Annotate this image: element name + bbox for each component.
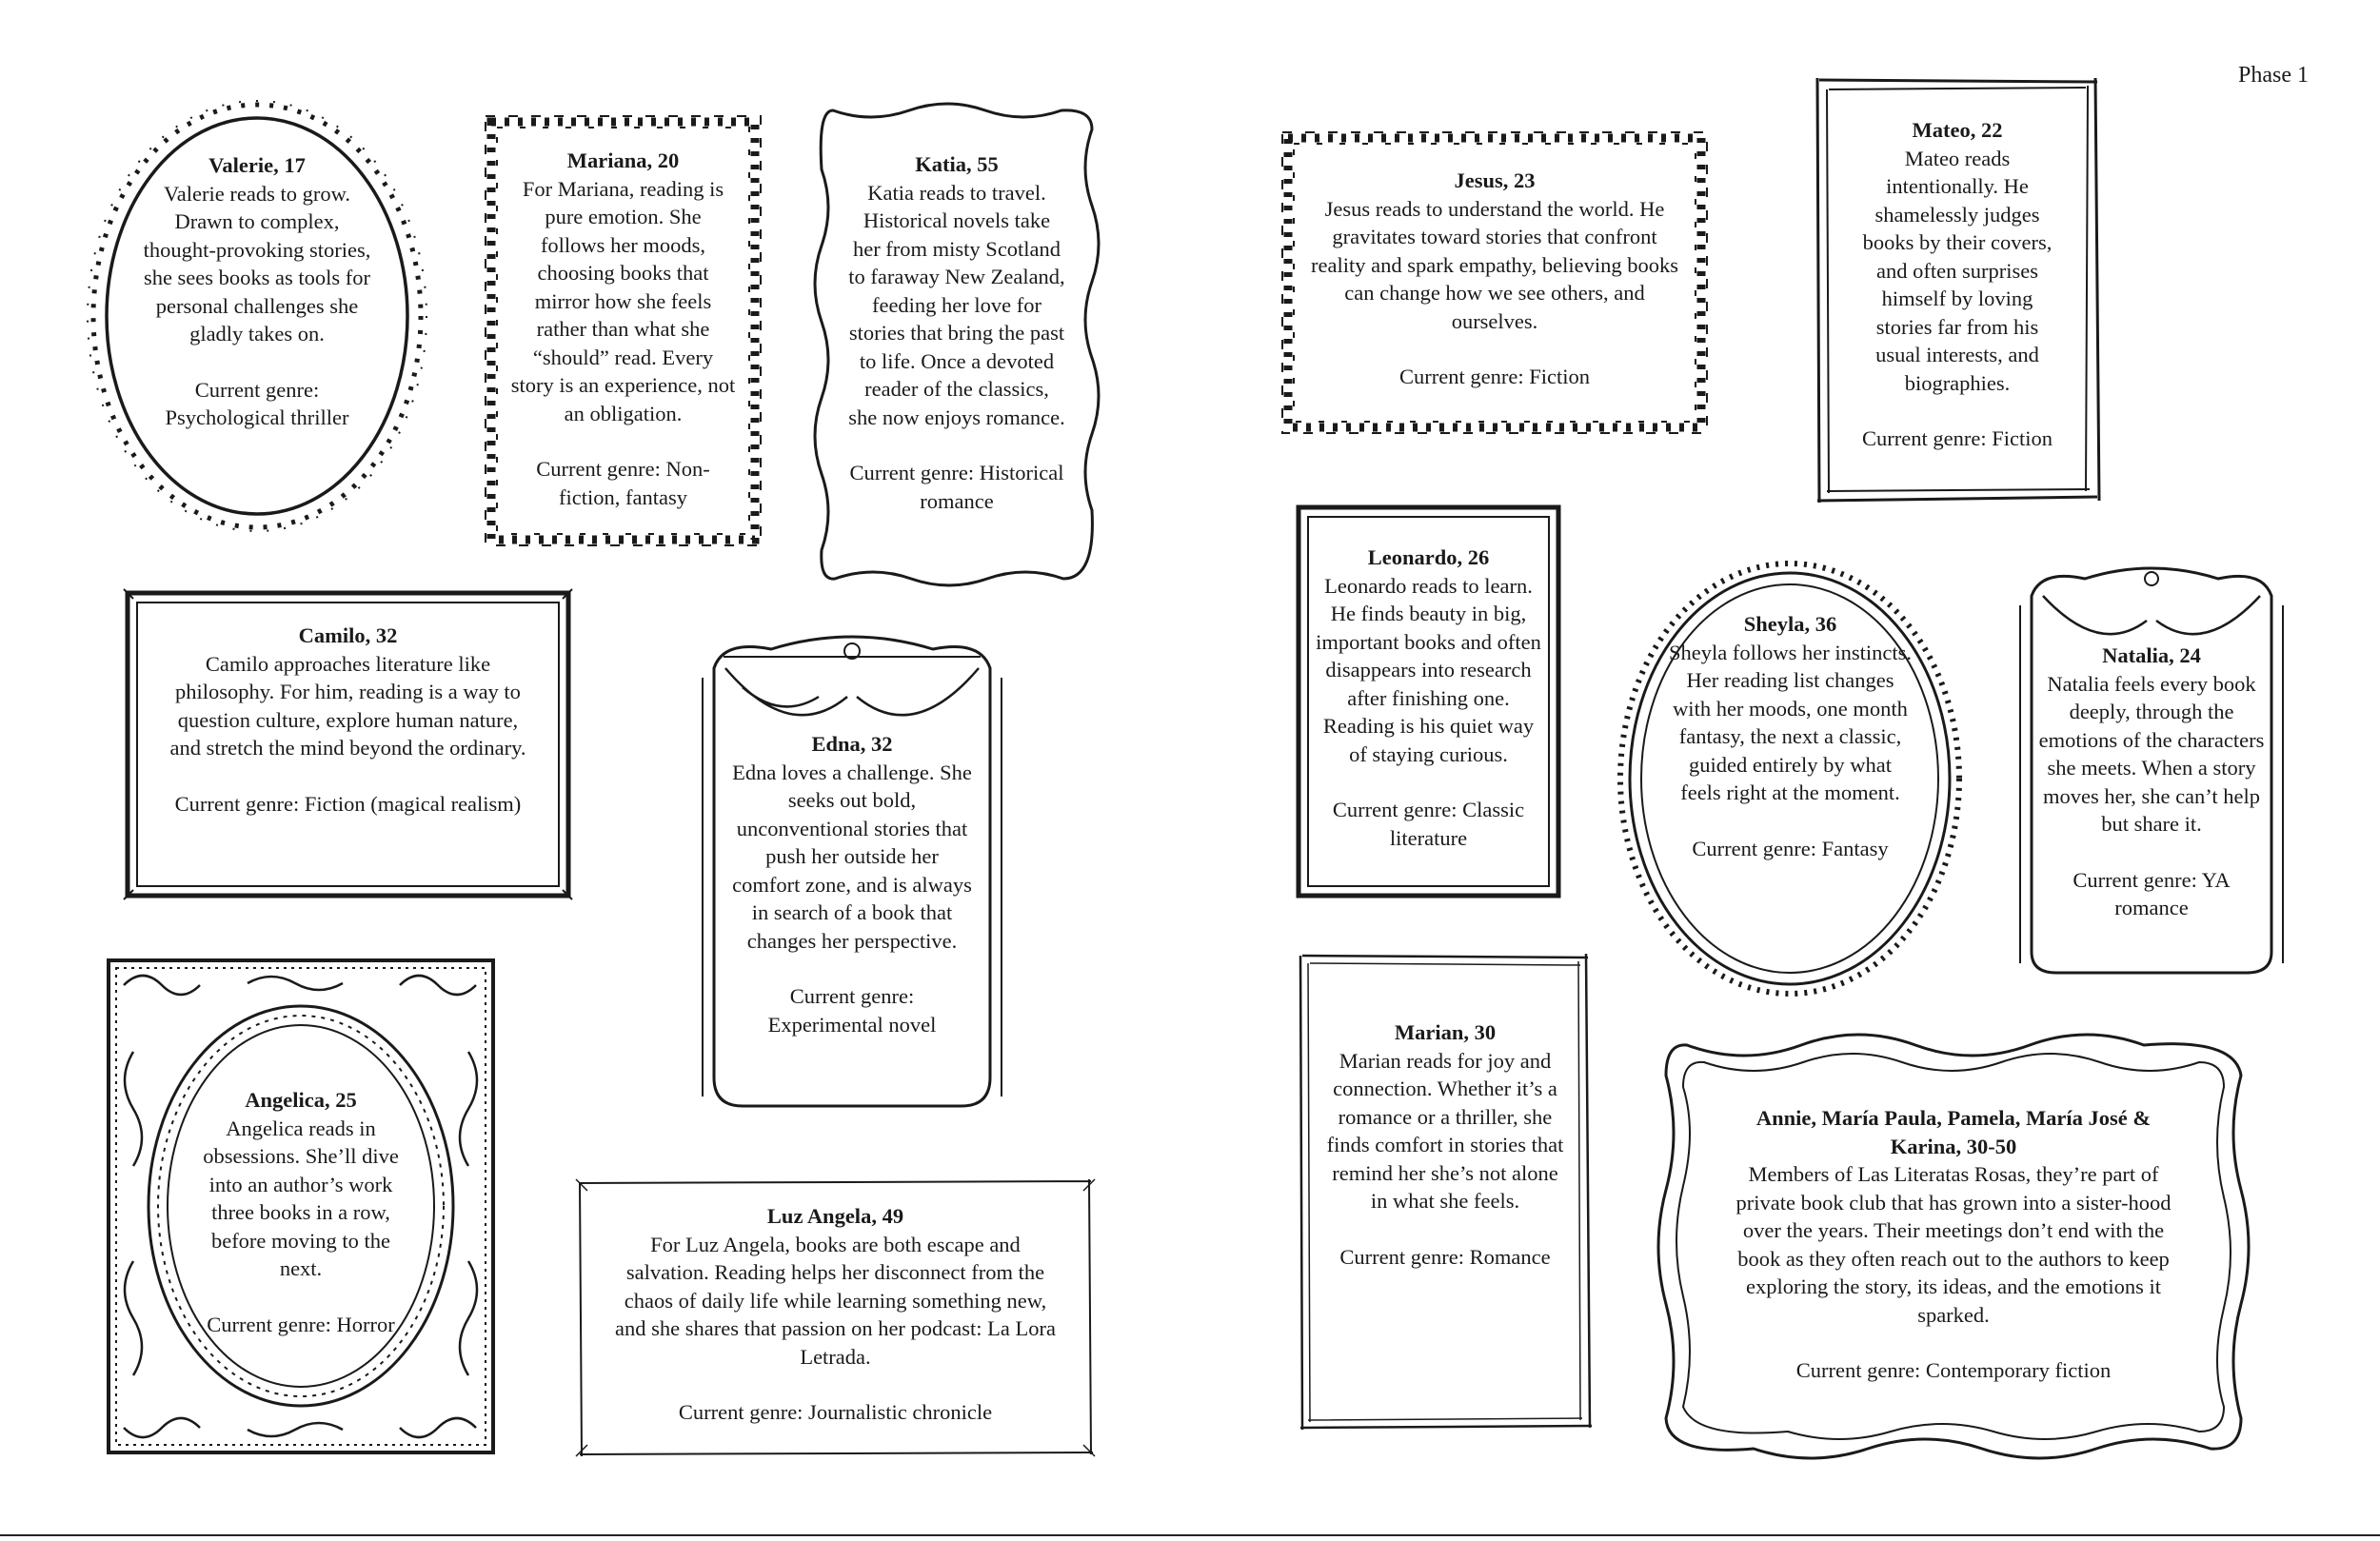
reader-description: For Mariana, reading is pure emotion. She follows her moods, choosing books that mirror how she feels rather than what she “should” read. Every story is an experience, not an obligation. [510, 176, 736, 425]
reader-name: Natalia, 24 [2102, 643, 2201, 667]
reader-genre: Current genre: Experimental novel [767, 984, 937, 1037]
reader-card-mariana [484, 114, 763, 547]
reader-genre: Current genre: Fantasy [1692, 836, 1889, 860]
reader-description: Sheyla follows her instincts. Her reading list changes with her moods, one month fantasy, the next a classic, guided entirely by what feels right at the moment. [1669, 640, 1912, 804]
reader-description: Camilo approaches literature like philosophy. For him, reading is a way to question culture, explore human nature, and stretch the mind beyond the ordinary. [169, 651, 526, 760]
reader-genre: Current genre: Fiction [1399, 365, 1590, 388]
reader-name: Marian, 30 [1394, 1020, 1497, 1044]
reader-description: Members of Las Literatas Rosas, they’re part of private book club that has grown into a sister-hood over the years. Their meetings don’t end with the book as they often reach out to the authors to keep exploring the story, its ideas, and the emotions it sparked. [1735, 1162, 2172, 1327]
reader-card-mateo [1814, 76, 2101, 504]
reader-description: Edna loves a challenge. She seeks out bold, unconventional stories that push her outside her comfort zone, and is always in search of a book that changes her perspective. [732, 760, 972, 953]
reader-description: For Luz Angela, books are both escape and salvation. Reading helps her disconnect from the chaos of daily life while learning something new, and she shares that passion on her podcast: La Lora Letrada. [615, 1232, 1056, 1369]
reader-card-jesus [1280, 130, 1709, 435]
reader-name: Camilo, 32 [298, 623, 398, 647]
reader-genre: Current genre: Psychological thriller [165, 377, 349, 429]
reader-genre: Current genre: Historical romance [849, 461, 1064, 513]
reader-card-camilo [122, 587, 574, 901]
reader-card-katia [814, 103, 1100, 588]
reader-card-natalia [2009, 562, 2294, 980]
reader-name: Annie, María Paula, Pamela, María José & Karina, 30-50 [1755, 1106, 2152, 1158]
reader-genre: Current genre: Classic literature [1332, 798, 1525, 850]
reader-genre: Current genre: YA romance [2073, 867, 2231, 919]
reader-description: Katia reads to travel. Historical novels take her from misty Scotland to faraway New Zealand, feeding her love for stories that bring the past to life. Once a devoted reader of the classics, she now enjoys romance. [848, 180, 1065, 429]
reader-genre: Current genre: Contemporary fiction [1795, 1358, 2112, 1382]
reader-description: Leonardo reads to learn. He finds beauty in big, important books and often disappears into research after finishing one. Reading is his quiet way of staying curious. [1316, 573, 1541, 766]
reader-genre: Current genre: Fiction (magical realism) [174, 791, 522, 816]
reader-card-sheyla [1612, 555, 1969, 1002]
reader-card-marian [1297, 952, 1594, 1432]
reader-genre: Current genre: Non-fiction, fantasy [536, 457, 710, 509]
reader-description: Jesus reads to understand the world. He gravitates toward stories that confront reality and spark empathy, believing books can change how we see others, and ourselves. [1311, 196, 1678, 333]
reader-name: Valerie, 17 [208, 153, 306, 177]
reader-name: Angelica, 25 [245, 1088, 357, 1112]
reader-description: Marian reads for joy and connection. Whether it’s a romance or a thriller, she finds comfort in stories that remind her she’s not alone in what she feels. [1326, 1048, 1564, 1213]
reader-description: Valerie reads to grow. Drawn to complex, thought-provoking stories, she sees books as tools for personal challenges she gladly takes on. [143, 181, 371, 346]
reader-name: Katia, 55 [915, 152, 999, 176]
reader-description: Mateo reads intentionally. He shamelessly judges books by their covers, and often surprises himself by loving stories far from his usual interests, and biographies. [1862, 146, 2053, 395]
reader-name: Edna, 32 [811, 732, 893, 756]
reader-genre: Current genre: Fiction [1862, 426, 2053, 450]
reader-name: Mariana, 20 [566, 148, 680, 172]
reader-description: Angelica reads in obsessions. She’ll dive into an author’s work three books in a row, before moving to the next. [203, 1116, 399, 1280]
reader-card-leonardo [1293, 502, 1564, 901]
page-phase-label: Phase 1 [2238, 63, 2309, 88]
reader-card-valerie [86, 100, 428, 533]
reader-card-angelica [105, 957, 497, 1456]
reader-name: Mateo, 22 [1912, 118, 2003, 142]
reader-name: Sheyla, 36 [1743, 612, 1837, 636]
reader-genre: Current genre: Horror [207, 1312, 395, 1336]
reader-genre: Current genre: Journalistic chronicle [678, 1400, 993, 1424]
reader-card-book-club [1658, 1037, 2249, 1456]
bottom-divider [0, 1534, 2380, 1536]
reader-name: Jesus, 23 [1454, 168, 1536, 192]
reader-name: Luz Angela, 49 [766, 1204, 904, 1228]
reader-name: Leonardo, 26 [1367, 545, 1490, 569]
reader-genre: Current genre: Romance [1339, 1244, 1551, 1269]
reader-description: Natalia feels every book deeply, through the emotions of the characters she meets. When a story moves her, she can’t help but share it. [2038, 671, 2265, 836]
reader-card-luz-angela [576, 1177, 1095, 1458]
reader-card-edna [685, 630, 1019, 1116]
